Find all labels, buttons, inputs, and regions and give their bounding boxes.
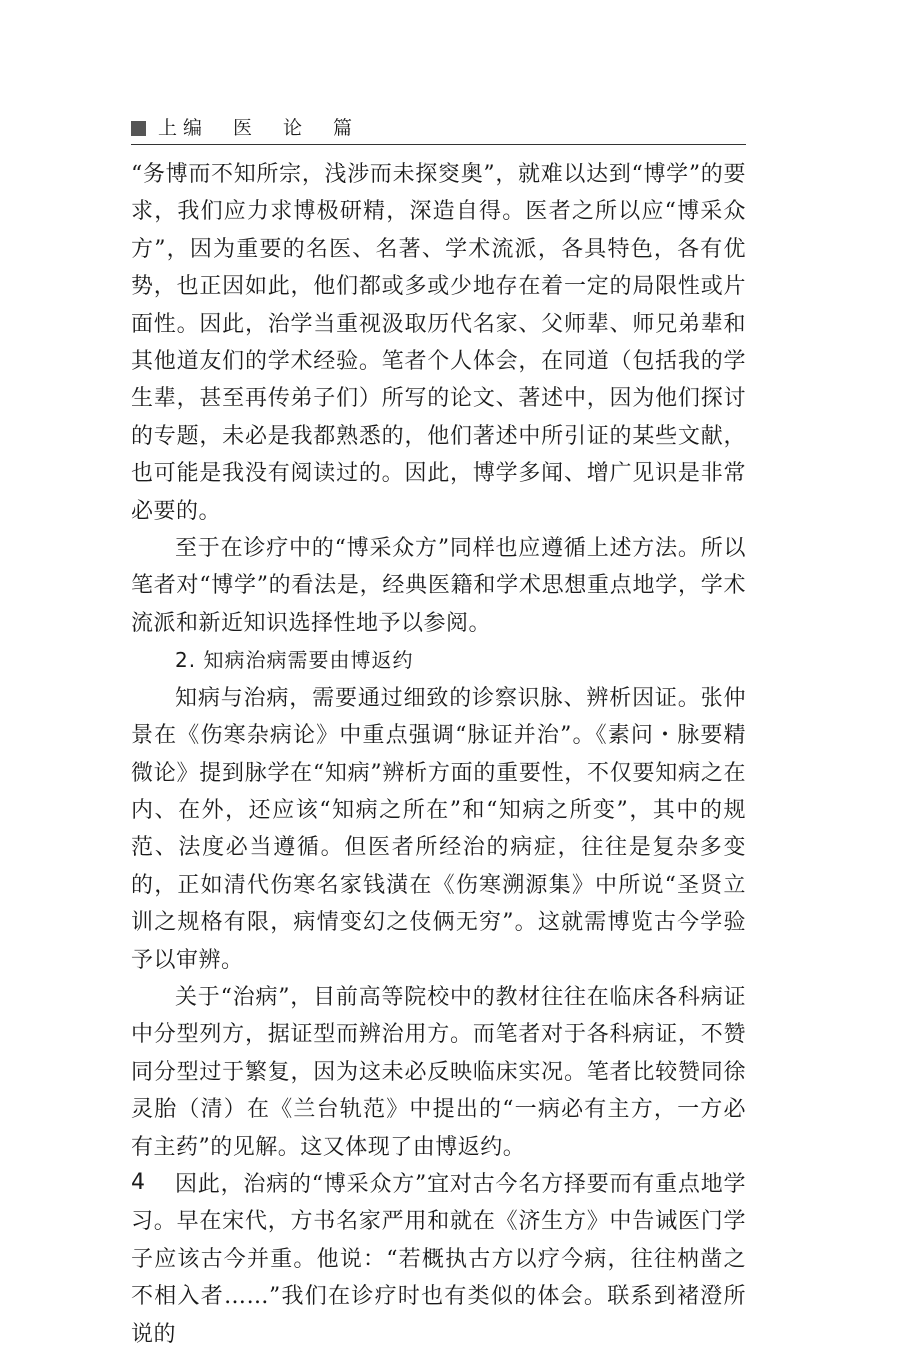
paragraph-4: 关于“治病”，目前高等院校中的教材往往在临床各科病证中分型列方，据证型而辨治用方。而笔者对于各科病证，不赞同分型过于繁复，因为这未必反映临床实况。笔者比较赞同徐灵胎（清）在《兰台轨范》中提出的“一病必有主方，一方必有主药”的见解。这又体现了由博返约。 bbox=[131, 984, 746, 1160]
paragraph-2: 至于在诊疗中的“博采众方”同样也应遵循上述方法。所以笔者对“博学”的看法是，经典医籍和学术思想重点地学，学术流派和新近知识选择性地予以参阅。 bbox=[131, 536, 746, 636]
header-rule bbox=[131, 144, 746, 145]
body-text bbox=[131, 156, 746, 1353]
section-subheading: 2. 知病治病需要由博返约 bbox=[175, 648, 414, 673]
header-title: 上编 医 论 篇 bbox=[158, 117, 359, 139]
page-number: 4 bbox=[131, 1170, 145, 1195]
header-square-marker bbox=[131, 121, 146, 136]
paragraph-1: “务博而不知所宗，浅涉而未探窔奥”，就难以达到“博学”的要求，我们应力求博极研精，深造自得。医者之所以应“博采众方”，因为重要的名医、名著、学术流派，各具特色，各有优势，也正因如此，他们都或多或少地存在着一定的局限性或片面性。因此，治学当重视汲取历代名家、父师辈、师兄弟辈和其他道友们的学术经验。笔者个人体会，在同道（包括我的学生辈，甚至再传弟子们）所写的论文、著述中，因为他们探讨的专题，未必是我都熟悉的，他们著述中所引证的某些文献，也可能是我没有阅读过的。因此，博学多闻、增广见识是非常必要的。 bbox=[131, 162, 746, 524]
paragraph-5: 因此，治病的“博采众方”宜对古今名方择要而有重点地学习。早在宋代，方书名家严用和就在《济生方》中告诫医门学子应该古今并重。他说：“若概执古方以疗今病，往往枘凿之不相入者……”我们在诊疗时也有类似的体会。联系到褚澄所说的 bbox=[131, 1171, 746, 1347]
running-header bbox=[131, 113, 746, 145]
paragraph-3: 知病与治病，需要通过细致的诊察识脉、辨析因证。张仲景在《伤寒杂病论》中重点强调“脉证并治”。《素问・脉要精微论》提到脉学在“知病”辨析方面的重要性，不仅要知病之在内、在外，还应该“知病之所在”和“知病之所变”，其中的规范、法度必当遵循。但医者所经治的病症，往往是复杂多变的，正如清代伤寒名家钱潢在《伤寒溯源集》中所说“圣贤立训之规格有限，病情变幻之伎俩无穷”。这就需博览古今学验予以审辨。 bbox=[131, 685, 746, 973]
